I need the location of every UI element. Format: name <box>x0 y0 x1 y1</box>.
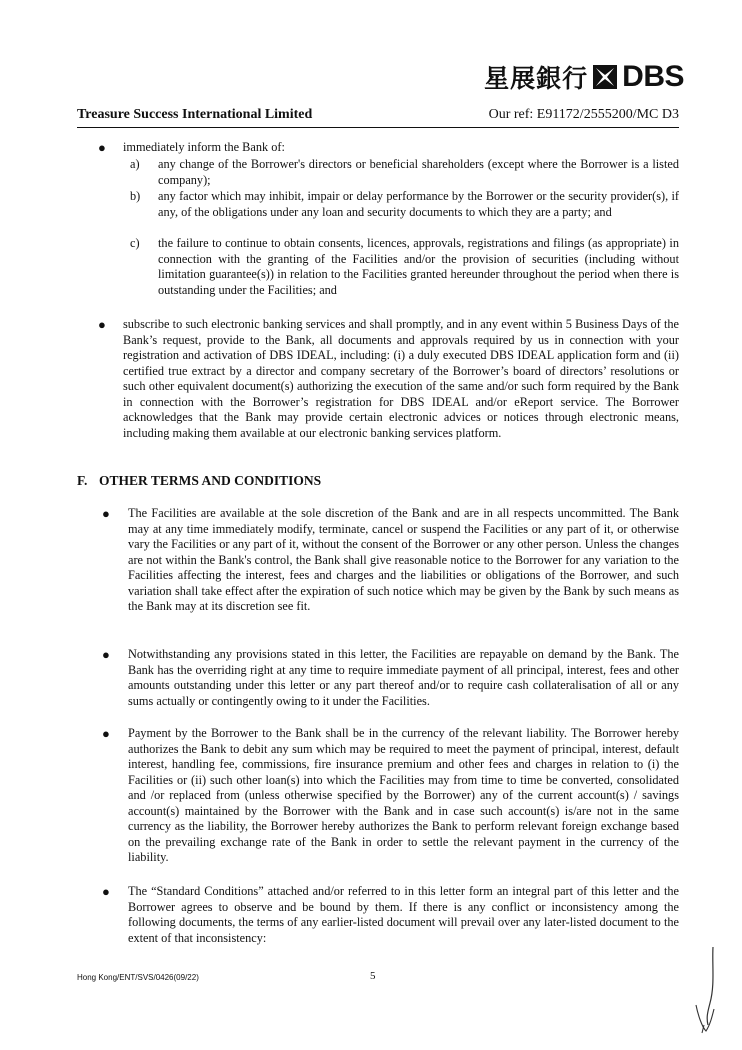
list-item-label: c) <box>130 236 140 250</box>
reference-number: Our ref: E91172/2555200/MC D3 <box>488 107 679 122</box>
dbs-star-icon <box>592 64 618 90</box>
list-item-text: any factor which may inhibit, impair or delay performance by the Borrower or the security provider(s), if any, of the obligations under any loan and security documents to which they are a party; and <box>158 189 679 219</box>
terms-paragraph-1: The Facilities are available at the sole discretion of the Bank and are in all respects uncommitted. The Bank may at any time immediately modify, terminate, cancel or suspend the Facilities or any part of it, or otherwise vary the Facilities or any part of it, without the consent of the Borrower or any other person. Unless the changes are not within the Bank's control, the Bank shall give reasonable notice to the Borrower for any variation to the Facilities affecting the interest, fees and charges and the liabilities or obligations of the Borrower, and such variation shall take effect after the expiration of such notice which may be given by the Bank by such means as the Bank may at its discretion see fit. <box>128 506 679 613</box>
section-title: OTHER TERMS AND CONDITIONS <box>99 473 322 488</box>
list-item-label: b) <box>130 189 141 203</box>
bullet-marker: ● <box>102 726 110 741</box>
list-item-c <box>130 236 679 300</box>
bullet1-intro: immediately inform the Bank of: <box>123 140 285 154</box>
letter-header <box>77 107 679 128</box>
footer-document-code: Hong Kong/ENT/SVS/0426(09/22) <box>77 973 199 982</box>
bullet-marker: ● <box>98 140 106 155</box>
bullet-marker: ● <box>102 884 110 899</box>
company-name: Treasure Success International Limited <box>77 107 313 122</box>
list-item-text: any change of the Borrower's directors or beneficial shareholders (except where the Borrower is a listed company); <box>158 157 679 187</box>
logo-english-text: DBS <box>622 60 684 93</box>
list-item-label: a) <box>130 157 140 171</box>
logo-chinese-text: 星展銀行 <box>484 64 589 93</box>
list-item-b <box>130 189 679 237</box>
section-letter: F. <box>77 473 88 488</box>
list-item-a <box>130 157 679 189</box>
list-item-text: the failure to continue to obtain consents, licences, approvals, registrations and filings (as appropriate) in connection with the granting of the Facilities and/or the provision of securities (including without limitation guarantee(s)) in relation to the Facilities granted hereunder throughout the period when there is outstanding under the Facilities; and <box>158 236 679 297</box>
page-number: 5 <box>370 970 376 982</box>
terms-paragraph-3: Payment by the Borrower to the Bank shall be in the currency of the relevant liability. The Borrower hereby authorizes the Bank to debit any sum which may be required to meet the payment of principal, interest, default interest, handling fee, commissions, fire insurance premium and other fees and charges in relation to (i) the Facilities or (ii) such other loan(s) into which the Facilities may from time to time be converted, consolidated and /or replaced from (unless otherwise specified by the Borrower) any of the current account(s) / savings account(s) maintained by the Borrower with the Bank and in case such account(s) is/are not in the same currency as the liability, the Borrower hereby authorizes the Bank to perform relevant foreign exchange based on the prevailing exchange rate of the Bank in order to settle the relevant payment in the currency of the liability. <box>128 726 679 864</box>
handwritten-initials <box>688 945 724 1035</box>
bullet-marker: ● <box>102 506 110 521</box>
terms-paragraph-2: Notwithstanding any provisions stated in this letter, the Facilities are repayable on demand by the Bank. The Bank has the overriding right at any time to require immediate payment of all principal, interest, fees and other amounts outstanding under this letter or any part thereof and/or to require cash collateralisation of all or any sums actually or contingently owing to it under the Facilities. <box>128 647 679 708</box>
bullet2-paragraph: subscribe to such electronic banking services and shall promptly, and in any event within 5 Business Days of the Bank’s request, provide to the Bank, all documents and approvals required by us in connection with your registration and activation of DBS IDEAL, including: (i) a duly executed DBS IDEAL application form and (ii) certified true extract by a director and company secretary of the Borrower’s board of directors’ resolutions or such other equivalent document(s) authorizing the execution of the same and/or such form required by the Bank in connection with the Borrower’s registration for DBS IDEAL and/or eReport service. The Borrower acknowledges that the Bank may provide certain electronic advices or notices through electronic means, including making them available at our electronic banking services platform. <box>123 317 679 440</box>
terms-paragraph-4: The “Standard Conditions” attached and/or referred to in this letter form an integral part of this letter and the Borrower agrees to observe and be bound by them. If there is any conflict or inconsistency among the following documents, the terms of any earlier-listed document will prevail over any later-listed document to the extent of that inconsistency: <box>128 884 679 945</box>
dbs-logo <box>484 60 684 94</box>
section-heading <box>77 473 321 489</box>
bullet-marker: ● <box>98 317 106 332</box>
bullet-marker: ● <box>102 647 110 662</box>
